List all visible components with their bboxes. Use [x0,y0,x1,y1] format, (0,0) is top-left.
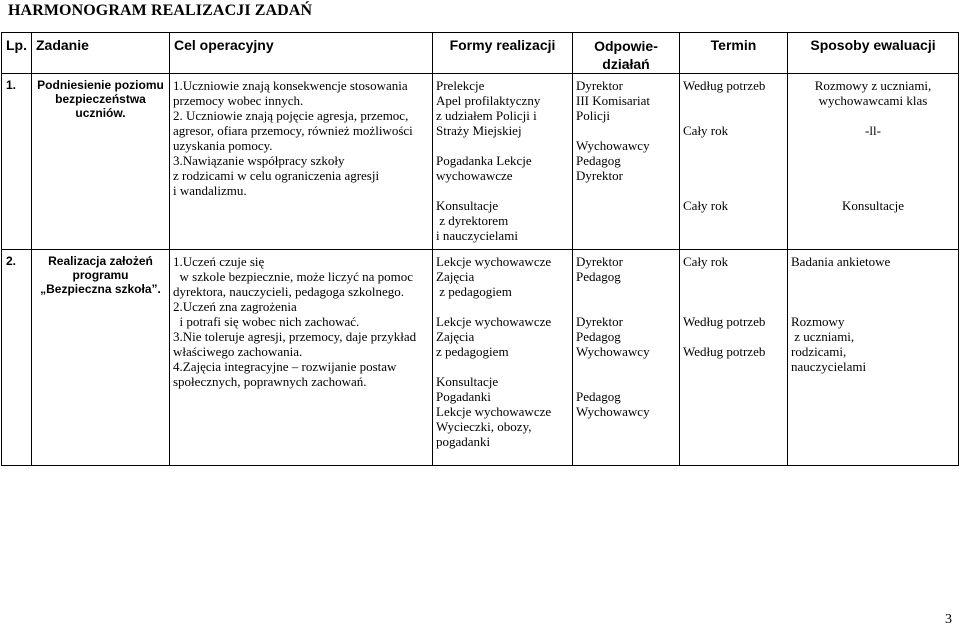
cell-line: 1.Uczniowie znają konsekwencje stosowania [173,78,408,93]
cell-line: Wychowawcy [576,404,650,419]
line-gap [436,299,569,314]
line-gap [683,183,784,198]
cell-line: Policji [576,108,610,123]
cell-line: agresor, ofiara przemocy, również możliwości [173,123,413,138]
cell-line: Dyrektor [576,254,623,269]
header-lp: Lp. [2,33,32,74]
row-zadanie [32,250,170,466]
line-gap [683,153,784,168]
cell-line: społecznych, poprawnych zachowań. [173,374,367,389]
line-gap [576,374,676,389]
cell-line: 3.Nie toleruje agresji, przemocy, daje przykład [173,329,417,344]
cell-line: z uczniami, [791,329,855,344]
cell-line: Wychowawcy [576,344,650,359]
cell-line: rodzicami, [791,344,847,359]
cell-line: III Komisariat [576,93,651,108]
cell-line: -ll- [865,123,881,138]
cell-line: Cały rok [683,198,729,213]
line-gap [436,359,569,374]
line-gap [791,138,955,153]
cell-line: uczniów. [75,106,126,120]
row-cel [170,74,433,250]
cell-line: z dyrektorem [436,213,509,228]
line-gap [791,183,955,198]
line-gap [683,299,784,314]
cell-line: Według potrzeb [683,314,766,329]
cell-line: właściwego zachowania. [173,344,303,359]
cell-line: 2.Uczeń zna zagrożenia [173,299,297,314]
cell-line: Realizacja założeń [48,254,153,268]
header-odp-line2: działań [602,56,650,72]
row-odpowiedzialni [573,250,680,466]
cell-line: Wycieczki, obozy, [436,419,532,434]
cell-line: 4.Zajęcia integracyjne – rozwijanie postaw [173,359,397,374]
cell-line: Lekcje wychowawcze [436,404,552,419]
row-cel [170,250,433,466]
line-gap [683,138,784,153]
cell-line: Pogadanka Lekcje [436,153,532,168]
cell-line: 1.Uczeń czuje się [173,254,265,269]
cell-line: „Bezpieczna szkoła”. [40,282,161,296]
cell-line: przemocy wobec innych. [173,93,304,108]
cell-line: Cały rok [683,123,729,138]
row-formy [433,250,573,466]
cell-line: programu [72,268,129,282]
line-gap [791,108,955,123]
cell-line: Rozmowy [791,314,845,329]
cell-line: Zajęcia [436,269,475,284]
schedule-table [1,32,959,466]
line-gap [576,359,676,374]
header-cel: Cel operacyjny [170,33,433,74]
cell-line: Badania ankietowe [791,254,891,269]
row-sposoby [788,250,959,466]
table-row [2,74,959,250]
cell-line: z pedagogiem [436,284,512,299]
cell-line: dyrektora, nauczycieli, pedagoga szkolnego. [173,284,405,299]
cell-line: Konsultacje [436,374,499,389]
cell-line: Apel profilaktyczny [436,93,541,108]
cell-line: Lekcje wychowawcze [436,254,552,269]
cell-line: Według potrzeb [683,344,766,359]
cell-line: i potrafi się wobec nich zachować. [173,314,360,329]
line-gap [436,183,569,198]
line-gap [791,299,955,314]
cell-line: uzyskania pomocy. [173,138,273,153]
row-lp: 2. [2,250,32,466]
cell-line: wychowawcami klas [818,93,928,108]
cell-line: Zajęcia [436,329,475,344]
cell-line: Pedagog [576,329,621,344]
page-title: HARMONOGRAM REALIZACJI ZADAŃ [8,2,313,19]
header-zadanie: Zadanie [32,33,170,74]
row-formy [433,74,573,250]
cell-line: i nauczycielami [436,228,518,243]
cell-line: i wandalizmu. [173,183,247,198]
row-odpowiedzialni [573,74,680,250]
cell-line: Pogadanki [436,389,491,404]
header-termin: Termin [680,33,788,74]
line-gap [683,168,784,183]
row-sposoby [788,74,959,250]
cell-line: Według potrzeb [683,78,766,93]
cell-line: Dyrektor [576,314,623,329]
cell-line: wychowawcze [436,168,513,183]
header-formy: Formy realizacji [433,33,573,74]
line-gap [791,168,955,183]
cell-line: nauczycielami [791,359,867,374]
cell-line: Dyrektor [576,78,623,93]
row-termin [680,74,788,250]
cell-line: Wychowawcy [576,138,650,153]
cell-line: 3.Nawiązanie współpracy szkoły [173,153,345,168]
cell-line: Pedagog [576,269,621,284]
line-gap [683,93,784,108]
cell-line: Lekcje wychowawcze [436,314,552,329]
cell-line: Konsultacje [841,198,905,213]
cell-line: z rodzicami w celu ograniczenia agresji [173,168,380,183]
line-gap [791,269,955,284]
line-gap [791,153,955,168]
cell-line: Pedagog [576,389,621,404]
cell-line: Straży Miejskiej [436,123,522,138]
page-number: 3 [945,612,952,627]
cell-line: Rozmowy z uczniami, [814,78,932,93]
line-gap [683,329,784,344]
row-zadanie [32,74,170,250]
line-gap [683,108,784,123]
cell-line: Dyrektor [576,168,623,183]
row-termin [680,250,788,466]
header-odp-line1: Odpowie- [594,38,658,54]
line-gap [683,269,784,284]
cell-line: Prelekcje [436,78,485,93]
cell-line: Cały rok [683,254,729,269]
line-gap [576,123,676,138]
cell-line: Konsultacje [436,198,499,213]
line-gap [791,284,955,299]
row-lp: 1. [2,74,32,250]
cell-line: pogadanki [436,434,491,449]
cell-line: Podniesienie poziomu [37,78,164,92]
cell-line: Pedagog [576,153,621,168]
line-gap [683,284,784,299]
header-sposoby: Sposoby ewaluacji [788,33,959,74]
line-gap [576,284,676,299]
table-header-row [2,33,959,74]
header-odpowiedzialni [573,33,680,74]
table-row [2,250,959,466]
cell-line: z pedagogiem [436,344,509,359]
line-gap [576,299,676,314]
cell-line: bezpieczeństwa [55,92,146,106]
cell-line: 2. Uczniowie znają pojęcie agresja, przemoc, [173,108,409,123]
cell-line: w szkole bezpiecznie, może liczyć na pomoc [173,269,414,284]
line-gap [436,138,569,153]
cell-line: z udziałem Policji i [436,108,537,123]
